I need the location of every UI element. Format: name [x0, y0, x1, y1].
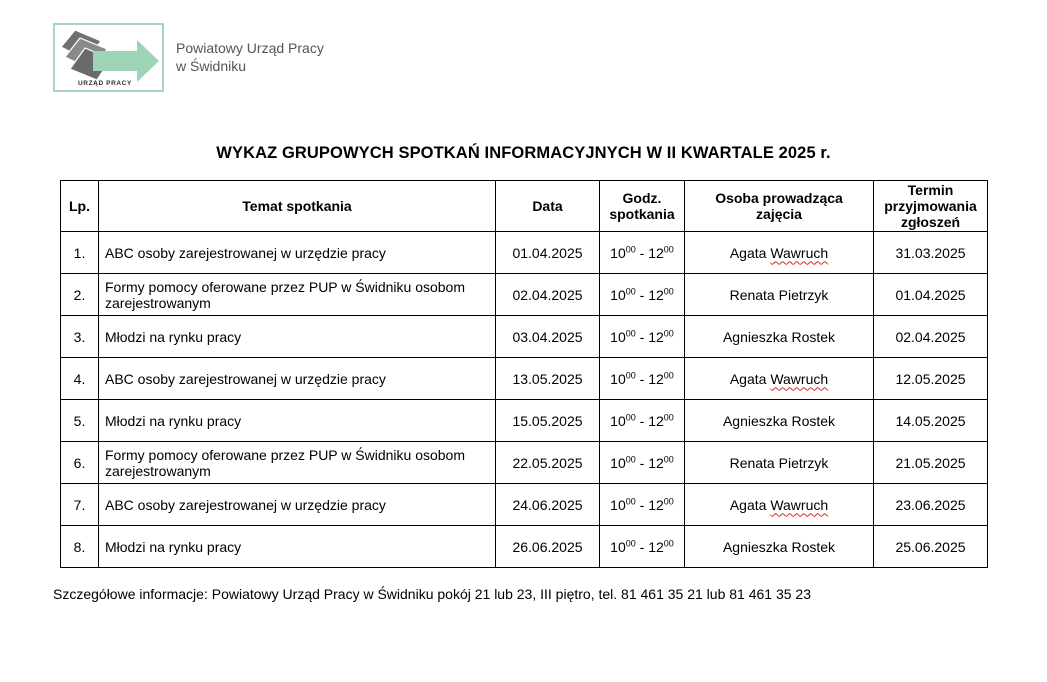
table-row — [61, 526, 988, 568]
org-name-line1: Powiatowy Urząd Pracy — [176, 40, 324, 56]
end-hour: 12 — [648, 370, 664, 387]
cell-date: 02.04.2025 — [496, 274, 600, 316]
cell-topic: Młodzi na rynku pracy — [99, 316, 496, 358]
end-minutes: 00 — [663, 243, 674, 254]
end-minutes: 00 — [663, 453, 674, 464]
cell-person — [685, 484, 874, 526]
person-last-name: Rostek — [791, 538, 836, 555]
end-hour: 12 — [648, 244, 664, 261]
start-minutes: 00 — [625, 369, 636, 380]
person-first-name: Agnieszka — [722, 328, 788, 345]
cell-lp: 4. — [61, 358, 99, 400]
cell-deadline: 02.04.2025 — [874, 316, 988, 358]
cell-topic: Młodzi na rynku pracy — [99, 526, 496, 568]
cell-date: 24.06.2025 — [496, 484, 600, 526]
cell-person — [685, 274, 874, 316]
end-minutes: 00 — [663, 537, 674, 548]
header-person: Osoba prowadząca zajęcia — [685, 181, 874, 232]
cell-lp: 6. — [61, 442, 99, 484]
header-hours: Godz. spotkania — [600, 181, 685, 232]
logo-arrow-icon — [93, 40, 159, 82]
table-row — [61, 358, 988, 400]
time-separator: - — [635, 538, 649, 555]
person-last-name: Rostek — [791, 412, 836, 429]
cell-lp: 7. — [61, 484, 99, 526]
start-minutes: 00 — [625, 453, 636, 464]
start-minutes: 00 — [625, 537, 636, 548]
person-last-name: Rostek — [791, 328, 836, 345]
start-minutes: 00 — [625, 285, 636, 296]
end-minutes: 00 — [663, 495, 674, 506]
cell-person — [685, 232, 874, 274]
cell-date: 26.06.2025 — [496, 526, 600, 568]
cell-lp: 2. — [61, 274, 99, 316]
time-separator: - — [635, 412, 649, 429]
person-last-name: Wawruch — [770, 496, 829, 513]
start-hour: 10 — [610, 328, 626, 345]
cell-topic: ABC osoby zarejestrowanej w urzędzie pracy — [99, 484, 496, 526]
table-header-row — [61, 181, 988, 232]
person-last-name: Pietrzyk — [778, 454, 829, 471]
end-hour: 12 — [648, 496, 664, 513]
person-last-name: Wawruch — [770, 370, 829, 387]
start-minutes: 00 — [625, 411, 636, 422]
cell-hours — [600, 358, 685, 400]
cell-topic: ABC osoby zarejestrowanej w urzędzie pracy — [99, 358, 496, 400]
cell-hours — [600, 316, 685, 358]
end-minutes: 00 — [663, 369, 674, 380]
footer-info: Szczegółowe informacje: Powiatowy Urząd Pracy w Świdniku pokój 21 lub 23, III piętro, tel. 81 461 35 21 lub 81 461 35 23 — [53, 586, 811, 602]
organization-name — [176, 39, 324, 75]
cell-date: 15.05.2025 — [496, 400, 600, 442]
header-topic: Temat spotkania — [99, 181, 496, 232]
person-first-name: Agata — [729, 244, 767, 261]
cell-person — [685, 442, 874, 484]
cell-topic: Formy pomocy oferowane przez PUP w Świdniku osobom zarejestrowanym — [99, 442, 496, 484]
cell-person — [685, 400, 874, 442]
end-hour: 12 — [648, 454, 664, 471]
person-last-name: Pietrzyk — [778, 286, 829, 303]
cell-hours — [600, 526, 685, 568]
cell-deadline: 31.03.2025 — [874, 232, 988, 274]
cell-hours — [600, 274, 685, 316]
table-row — [61, 400, 988, 442]
page-title: WYKAZ GRUPOWYCH SPOTKAŃ INFORMACYJNYCH W II KWARTALE 2025 r. — [216, 144, 831, 162]
end-minutes: 00 — [663, 411, 674, 422]
logo-text: URZĄD PRACY — [78, 80, 132, 87]
table-row — [61, 484, 988, 526]
start-hour: 10 — [610, 286, 626, 303]
person-first-name: Agnieszka — [722, 538, 788, 555]
cell-person — [685, 316, 874, 358]
cell-lp: 3. — [61, 316, 99, 358]
end-hour: 12 — [648, 538, 664, 555]
time-separator: - — [635, 328, 649, 345]
start-hour: 10 — [610, 370, 626, 387]
start-hour: 10 — [610, 454, 626, 471]
cell-date: 03.04.2025 — [496, 316, 600, 358]
header-lp: Lp. — [61, 181, 99, 232]
time-separator: - — [635, 496, 649, 513]
logo — [53, 23, 164, 92]
time-separator: - — [635, 286, 649, 303]
start-minutes: 00 — [625, 243, 636, 254]
cell-hours — [600, 400, 685, 442]
table-row — [61, 274, 988, 316]
cell-lp: 8. — [61, 526, 99, 568]
end-minutes: 00 — [663, 327, 674, 338]
cell-lp: 1. — [61, 232, 99, 274]
cell-date: 01.04.2025 — [496, 232, 600, 274]
cell-deadline: 12.05.2025 — [874, 358, 988, 400]
cell-deadline: 21.05.2025 — [874, 442, 988, 484]
cell-deadline: 01.04.2025 — [874, 274, 988, 316]
table-row — [61, 316, 988, 358]
start-hour: 10 — [610, 412, 626, 429]
header-deadline: Termin przyjmowania zgłoszeń — [874, 181, 988, 232]
person-first-name: Agata — [729, 496, 767, 513]
table-row — [61, 442, 988, 484]
cell-person — [685, 358, 874, 400]
cell-deadline: 23.06.2025 — [874, 484, 988, 526]
cell-deadline: 25.06.2025 — [874, 526, 988, 568]
start-hour: 10 — [610, 538, 626, 555]
cell-person — [685, 526, 874, 568]
person-first-name: Agnieszka — [722, 412, 788, 429]
cell-deadline: 14.05.2025 — [874, 400, 988, 442]
end-minutes: 00 — [663, 285, 674, 296]
start-minutes: 00 — [625, 327, 636, 338]
person-first-name: Renata — [729, 286, 775, 303]
person-first-name: Agata — [729, 370, 767, 387]
person-last-name: Wawruch — [770, 244, 829, 261]
schedule-table — [60, 180, 988, 568]
org-name-line2: w Świdniku — [176, 58, 247, 74]
cell-hours — [600, 232, 685, 274]
cell-hours — [600, 442, 685, 484]
cell-date: 22.05.2025 — [496, 442, 600, 484]
person-first-name: Renata — [729, 454, 775, 471]
start-minutes: 00 — [625, 495, 636, 506]
cell-hours — [600, 484, 685, 526]
time-separator: - — [635, 244, 649, 261]
cell-date: 13.05.2025 — [496, 358, 600, 400]
header-date: Data — [496, 181, 600, 232]
cell-lp: 5. — [61, 400, 99, 442]
start-hour: 10 — [610, 244, 626, 261]
time-separator: - — [635, 370, 649, 387]
end-hour: 12 — [648, 286, 664, 303]
cell-topic: ABC osoby zarejestrowanej w urzędzie pracy — [99, 232, 496, 274]
end-hour: 12 — [648, 412, 664, 429]
start-hour: 10 — [610, 496, 626, 513]
table-row — [61, 232, 988, 274]
end-hour: 12 — [648, 328, 664, 345]
cell-topic: Młodzi na rynku pracy — [99, 400, 496, 442]
cell-topic: Formy pomocy oferowane przez PUP w Świdniku osobom zarejestrowanym — [99, 274, 496, 316]
time-separator: - — [635, 454, 649, 471]
